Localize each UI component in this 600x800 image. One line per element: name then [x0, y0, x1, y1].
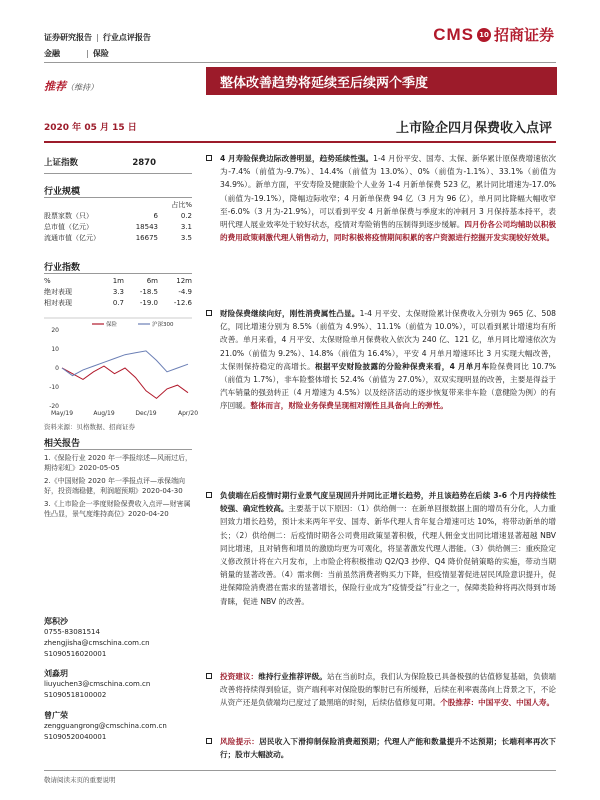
logo-text: CMS	[433, 24, 474, 44]
bullet-icon	[206, 155, 212, 161]
analyst-name: 郑积沙	[44, 617, 68, 626]
footer-divider	[44, 770, 556, 771]
report-subtitle: 上市险企四月保费收入点评	[395, 121, 552, 136]
related-reports	[44, 436, 192, 519]
legend-label: 保险	[106, 322, 118, 328]
footer-note: 敬请阅读末页的重要说明	[44, 776, 116, 784]
report-title: 整体改善趋势将延续至后续两个季度	[206, 67, 557, 95]
industry-performance: 行业指数 % 1m 6m 12m 绝对表现 3.3 -18.5 -4.9 相对表现 0.7 -19.0 -12.6	[44, 260, 192, 309]
analyst-1	[44, 616, 192, 660]
y-tick-label: -10	[49, 384, 59, 391]
title-divider	[44, 141, 556, 143]
header-left: 证券研究报告 | 行业点评报告 金融 | 保险	[44, 33, 151, 58]
paragraph-risk: 风险提示：居民收入下滑抑制保险消费超预期；代理人产能和数量提升不达预期；长端利率再次下行；股市大幅波动。	[206, 735, 556, 761]
report-date: 2020 年 05 月 15 日	[44, 123, 137, 133]
x-tick-label: May/19	[50, 410, 74, 417]
analyst-name: 曾广荣	[44, 711, 68, 720]
related-item-2[interactable]: 2.《中国财险 2020 年一季报点评—承保端向好，投资端稳健，利润超预期》2020-04-30	[44, 477, 185, 495]
analyst-id: S1090518100002	[44, 691, 107, 699]
index-info	[44, 158, 192, 174]
subsector: 保险	[92, 49, 109, 58]
x-tick-label: Aug/19	[93, 410, 115, 417]
industry-title: 行业规模	[44, 184, 192, 198]
y-tick-label: -20	[49, 403, 59, 410]
related-item-3[interactable]: 3.《上市险企一季度财险保费收入点评—财害属性凸显，景气度维持高位》2020-04-20	[44, 500, 191, 518]
index-label: 上证指数	[44, 158, 79, 168]
paragraph-investment: 投资建议：维持行业推荐评级。站在当前时点，我们认为保险股已具备极强的估值修复基础，负债端改善将持续得到验证，资产端利率对保险股的掣肘已有所缓释，后续在利率震荡向上背景之下，不论从资产还是负债端均已度过了最黑暗的时刻，后续估值修复可期。个股推荐：中国平安、中国人寿。	[206, 670, 556, 710]
bullet-icon	[206, 310, 212, 316]
main-body	[206, 152, 556, 772]
bullet-icon	[206, 492, 212, 498]
cms-logo	[433, 24, 554, 45]
report-type: 证券研究报告	[44, 33, 92, 42]
analyst-2	[44, 668, 192, 701]
performance-chart	[44, 318, 199, 418]
paragraph-pc: 财险保费继续向好，刚性消费属性凸显。1-4 月平安、太保财险累计保费收入分别为 965 亿、508 亿，同比增速分别为 8.5%（前值为 4.9%）、11.1%（前值为 10.0%），可以看到累计增速均有所改善。单月来看，4 月平安、太保财险单月保费收入依次为 240 亿、121 亿，单月同比增速依次为 21.0%（前值为 9.2%）、14.8%（前值为 16.4%），平安 4 月单月增速环比 3 月实现大幅改善，太保则保持稳定的高增长。根据平安财险披露的分险种保费来看，4 月单月车险保费同比 10.7%（前值为 1.7%），非车险整体增长 52.4%（前值为 27.0%），双双实现明显的改善，主要是得益于汽车销量的强劲转正（4 月增速为 4.5%）以及经济活动的逐步恢复带来非车险（意健险为例）的有序回暖。整体而言，财险业务保费呈现相对刚性且具备向上的弹性。	[206, 307, 556, 413]
analyst-email[interactable]: liuyuchen3@cmschina.com.cn	[44, 680, 151, 688]
report-subtype: 行业点评报告	[102, 33, 151, 42]
bullet-icon	[206, 738, 212, 744]
bullet-icon	[206, 673, 212, 679]
x-tick-label: Apr/20	[177, 410, 199, 417]
analyst-name: 刘淼玥	[44, 669, 68, 678]
related-item-1[interactable]: 1.《保险行业 2020 年一季报综述—风雨过后，期待彩虹》2020-05-05	[44, 454, 192, 472]
header-divider	[44, 62, 556, 63]
series-line	[62, 351, 188, 376]
related-title: 相关报告	[44, 436, 192, 450]
sector: 金融	[44, 49, 60, 58]
performance-title: 行业指数	[44, 260, 192, 274]
paragraph-life: 4 月寿险保费边际改善明显，趋势延续性强。1-4 月份平安、国寿、太保、新华累计原保费增速依次为-7.4%（前值为-9.7%）、14.4%（前值为 13.0%）、0%（前值为-1.1%）、33.1%（前值为 34.9%）。新单方面，平安寿险及健康险个人业务 1-4 月新单保费 523 亿，累计同比增速为-17.0%（前值为-19.1%），降幅边际收窄；4 月新单保费 94 亿（3 月为 96 亿），单月同比降幅大幅收窄至-6.0%（3 月为-21.9%），可以看到平安 4 月新单保费与季度末的冲刺月 3 月保持基本持平，表明代理人展业效率处于较好状态，疫情对寿险销售的压制得到逐步缓解。四月份各公司均辅助以积极的费用政策刺激代理人销售动力，同时积极将疫情期间积累的客户资源进行挖掘开发实现较好效果。	[206, 152, 556, 244]
paragraph-outlook: 负债端在后疫情时期行业景气度呈现回升并同比正增长趋势，并且该趋势在后续 3-6 个月内持续性较强、确定性较高。主要基于以下原因：（1）供给侧一：在新单回报数据上面的增员有分化，人力重回致力增长趋势，预计未来两年平安、国寿、新华代理人肯年复合增速可达 10%，将带动新单的增长；（2）供给侧二：后疫情时期各公司费用政策显著积极，代理人佣金支出同比增速显著超越 NBV 同比增速，且对销售和增员的激励均更为可观化，将显著激发代理人潜能。（3）供给侧三：重疾险定义修改预计将在六月发布，上市险企将积极推动 Q2/Q3 抄停、Q4 降价促销策略的实施，带动当期销量的显著改善。（4）需求侧：当前虽然消费者购买力下降，但疫情显著促进居民风险意识提升，促进保障险消费潜在需求的显著增长，保险行业成为“疫情受益”行业之一，保障类险种将再次得到市场青睐，促进 NBV 的改善。	[206, 489, 556, 608]
analyst-3	[44, 710, 192, 743]
index-value: 2870	[132, 158, 156, 168]
logo-badge: 10	[477, 28, 491, 42]
y-tick-label: 20	[51, 327, 59, 334]
logo-cn: 招商证券	[493, 26, 554, 44]
analyst-phone: 0755-83081514	[44, 628, 100, 636]
rating: 推荐（维持）	[44, 80, 98, 93]
x-tick-label: Dec/19	[135, 410, 157, 417]
legend-label: 沪深300	[152, 322, 174, 328]
y-tick-label: 0	[55, 365, 59, 372]
analyst-email[interactable]: zengguangrong@cmschina.com.cn	[44, 722, 167, 730]
industry-scale: 行业规模 占比% 股票家数（只） 6 0.2 总市值（亿元） 18543 3.1 流通市值（亿元） 16675 3.5	[44, 184, 192, 244]
y-tick-label: 10	[51, 346, 59, 353]
analyst-id: S1090520040001	[44, 733, 107, 741]
analyst-email[interactable]: zhengjisha@cmschina.com.cn	[44, 639, 150, 647]
analyst-id: S1090516020001	[44, 650, 107, 658]
chart-source: 资料来源：贝格数据、招商证券	[44, 423, 135, 431]
